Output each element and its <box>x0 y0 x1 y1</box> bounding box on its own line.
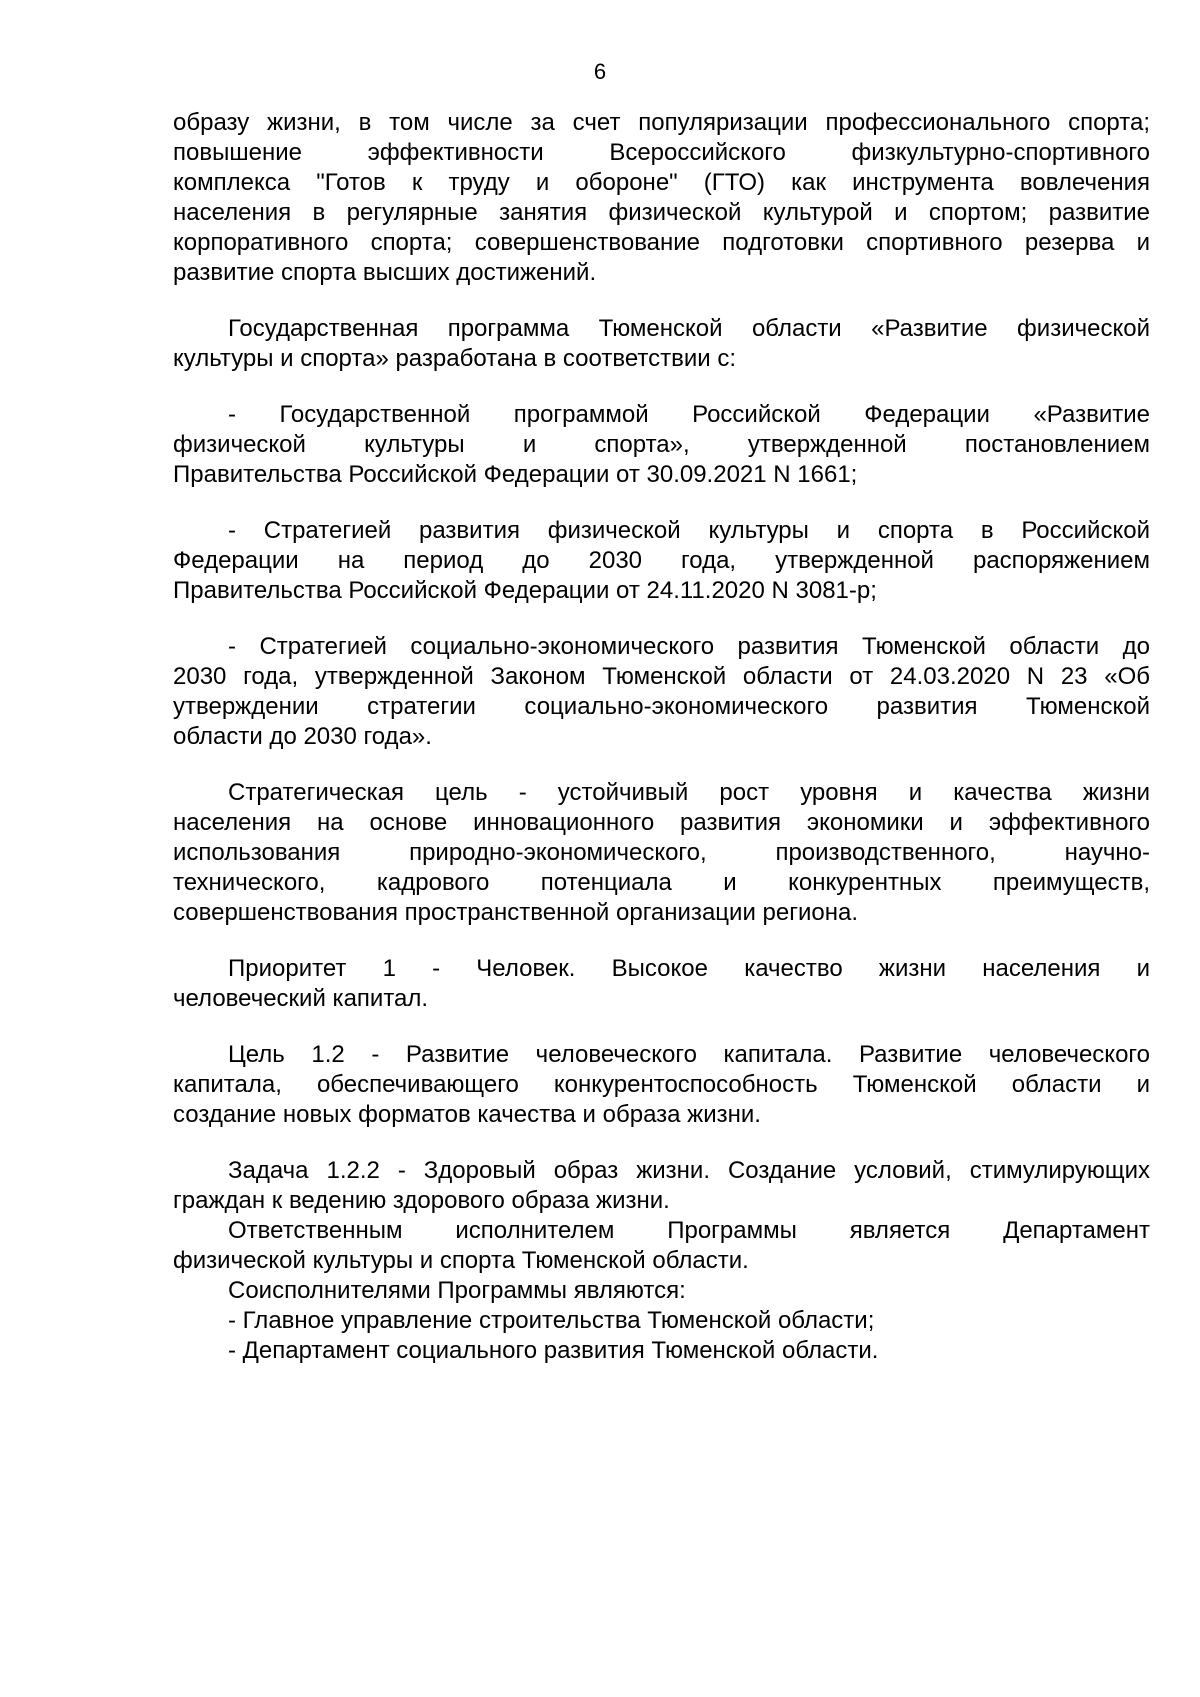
text-line: Приоритет 1 - Человек. Высокое качество жизни населения и <box>228 955 1150 982</box>
paragraph-priority <box>173 954 1150 1014</box>
text-line: населения на основе инновационного развития экономики и эффективного <box>173 809 1150 836</box>
text-line: образу жизни, в том числе за счет популяризации профессионального спорта; <box>173 109 1150 136</box>
text-line: утверждении стратегии социально-экономического развития Тюменской <box>173 693 1150 720</box>
text-line: - Стратегией развития физической культуры и спорта в Российской <box>228 517 1150 544</box>
page-number: 6 <box>593 59 607 84</box>
text-line: человеческий капитал. <box>173 985 429 1012</box>
text-line: - Государственной программой Российской Федерации «Развитие <box>228 401 1150 428</box>
text-line: Государственная программа Тюменской области «Развитие физической <box>228 315 1150 342</box>
text-line: Стратегическая цель - устойчивый рост уровня и качества жизни <box>228 779 1150 806</box>
text-line: Ответственным исполнителем Программы является Департамент <box>228 1217 1150 1244</box>
paragraph-regional-strategy <box>173 632 1150 752</box>
paragraph-strategic-goal <box>173 778 1150 928</box>
text-line: физической культуры и спорта», утвержденной постановлением <box>173 431 1150 458</box>
list-item: - Главное управление строительства Тюменской области; <box>228 1307 875 1334</box>
text-line: Правительства Российской Федерации от 30.09.2021 N 1661; <box>173 461 858 488</box>
text-line: Федерации на период до 2030 года, утвержденной распоряжением <box>173 547 1150 574</box>
text-line: населения в регулярные занятия физической культурой и спортом; развитие <box>173 199 1150 226</box>
text-line: комплекса "Готов к труду и обороне" (ГТО) как инструмента вовлечения <box>173 169 1150 196</box>
text-line: технического, кадрового потенциала и конкурентных преимуществ, <box>173 869 1150 896</box>
text-line: развитие спорта высших достижений. <box>173 259 597 286</box>
text-line: совершенствования пространственной организации региона. <box>173 899 858 926</box>
text-line: Задача 1.2.2 - Здоровый образ жизни. Создание условий, стимулирующих <box>228 1157 1150 1184</box>
text-line: капитала, обеспечивающего конкурентоспособность Тюменской области и <box>173 1071 1150 1098</box>
text-line: использования природно-экономического, производственного, научно- <box>173 839 1150 866</box>
text-line: создание новых форматов качества и образа жизни. <box>173 1101 761 1128</box>
text-line: - Стратегией социально-экономического развития Тюменской области до <box>228 633 1150 660</box>
list-item: - Департамент социального развития Тюменской области. <box>228 1337 879 1364</box>
paragraph-federal-strategy <box>173 516 1150 606</box>
text-line: Правительства Российской Федерации от 24.11.2020 N 3081-р; <box>173 577 877 604</box>
paragraph-federal-program <box>173 400 1150 490</box>
paragraph-healthy-lifestyle-continuation <box>173 108 1150 288</box>
paragraph-goal <box>173 1040 1150 1130</box>
text-line: физической культуры и спорта Тюменской области. <box>173 1247 749 1274</box>
document-body <box>173 108 1150 1366</box>
text-line: Цель 1.2 - Развитие человеческого капитала. Развитие человеческого <box>228 1041 1150 1068</box>
text-line: повышение эффективности Всероссийского физкультурно-спортивного <box>173 139 1150 166</box>
text-line: 2030 года, утвержденной Законом Тюменской области от 24.03.2020 N 23 «Об <box>173 663 1150 690</box>
text-line: культуры и спорта» разработана в соответствии с: <box>173 345 736 372</box>
paragraph-task-and-executors <box>173 1156 1150 1366</box>
text-line: корпоративного спорта; совершенствование подготовки спортивного резерва и <box>173 229 1150 256</box>
paragraph-state-program-basis <box>173 314 1150 374</box>
text-line: Соисполнителями Программы являются: <box>228 1277 686 1304</box>
text-line: граждан к ведению здорового образа жизни. <box>173 1187 670 1214</box>
text-line: области до 2030 года». <box>173 723 432 750</box>
